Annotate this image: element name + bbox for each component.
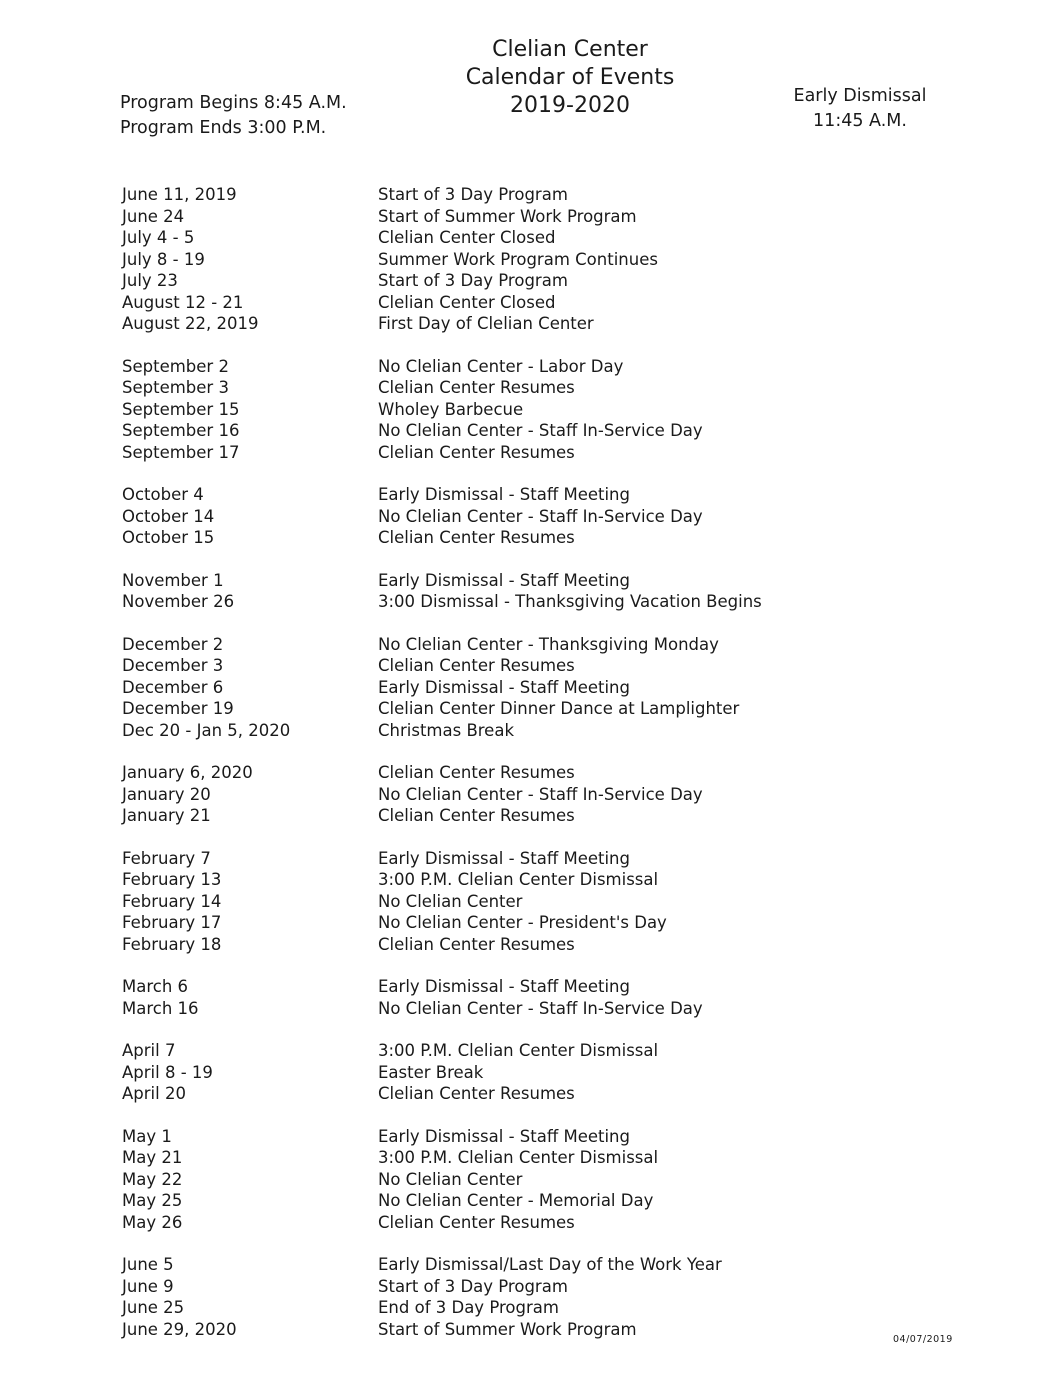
event-date: December 3 — [122, 656, 224, 675]
event-row — [122, 784, 942, 806]
event-row — [122, 356, 942, 378]
event-description: No Clelian Center - President's Day — [378, 913, 667, 932]
event-date: April 8 - 19 — [122, 1062, 213, 1082]
event-group — [122, 848, 942, 956]
event-date: June 24 — [122, 206, 185, 226]
event-group — [122, 184, 942, 335]
event-description: Christmas Break — [378, 720, 514, 740]
event-row — [122, 377, 942, 399]
early-dismissal-time: 11:45 A.M. — [813, 111, 907, 131]
event-description: End of 3 Day Program — [378, 1298, 559, 1317]
title-line-year: 2019-2020 — [510, 93, 630, 118]
event-row — [122, 442, 942, 464]
event-date: May 1 — [122, 1126, 172, 1146]
program-ends: Program Ends 3:00 P.M. — [120, 118, 327, 138]
event-date: March 6 — [122, 977, 189, 996]
event-row — [122, 1319, 942, 1341]
event-description: No Clelian Center - Staff In-Service Day — [378, 506, 703, 526]
event-group — [122, 570, 942, 613]
program-hours — [120, 91, 347, 141]
event-row — [122, 655, 942, 677]
early-dismissal-info — [775, 84, 945, 134]
event-description: No Clelian Center - Staff In-Service Day — [378, 784, 703, 804]
event-description: Early Dismissal - Staff Meeting — [378, 485, 630, 504]
event-row — [122, 420, 942, 442]
event-row — [122, 869, 942, 891]
event-date: December 2 — [122, 634, 224, 654]
event-date: September 3 — [122, 378, 229, 397]
event-date: January 20 — [122, 784, 211, 804]
event-date: January 21 — [122, 806, 211, 825]
event-description: Early Dismissal/Last Day of the Work Year — [378, 1255, 722, 1274]
event-description: Early Dismissal - Staff Meeting — [378, 677, 630, 697]
event-description: Clelian Center Resumes — [378, 656, 575, 675]
event-date: June 9 — [122, 1276, 174, 1296]
event-description: Early Dismissal - Staff Meeting — [378, 570, 630, 590]
event-date: December 19 — [122, 699, 234, 718]
event-row — [122, 698, 942, 720]
event-row — [122, 1062, 942, 1084]
event-description: Early Dismissal - Staff Meeting — [378, 977, 630, 996]
event-description: No Clelian Center — [378, 1169, 523, 1189]
event-description: Clelian Center Resumes — [378, 1212, 575, 1232]
event-group — [122, 634, 942, 742]
event-row — [122, 805, 942, 827]
event-description: Clelian Center Resumes — [378, 378, 575, 397]
event-description: 3:00 Dismissal - Thanksgiving Vacation Begins — [378, 592, 762, 611]
event-date: February 17 — [122, 913, 222, 932]
event-date: February 13 — [122, 870, 222, 889]
event-date: March 16 — [122, 998, 199, 1018]
event-row — [122, 1297, 942, 1319]
event-row — [122, 1169, 942, 1191]
event-row — [122, 1147, 942, 1169]
event-date: October 14 — [122, 506, 215, 526]
event-row — [122, 591, 942, 613]
event-date: July 4 - 5 — [122, 228, 195, 247]
event-description: 3:00 P.M. Clelian Center Dismissal — [378, 1148, 659, 1167]
event-description: Clelian Center Resumes — [378, 806, 575, 825]
event-description: No Clelian Center - Memorial Day — [378, 1191, 654, 1210]
event-date: September 2 — [122, 356, 229, 376]
event-row — [122, 1126, 942, 1148]
event-row — [122, 934, 942, 956]
event-date: July 23 — [122, 271, 178, 290]
event-row — [122, 634, 942, 656]
event-description: Clelian Center Dinner Dance at Lamplighter — [378, 699, 740, 718]
event-group — [122, 976, 942, 1019]
event-row — [122, 227, 942, 249]
event-date: September 16 — [122, 421, 240, 440]
event-description: No Clelian Center - Labor Day — [378, 356, 624, 376]
event-description: Wholey Barbecue — [378, 399, 524, 419]
event-description: Clelian Center Resumes — [378, 442, 575, 462]
event-description: Start of Summer Work Program — [378, 206, 637, 226]
event-row — [122, 1276, 942, 1298]
event-description: No Clelian Center - Thanksgiving Monday — [378, 634, 719, 654]
event-description: Early Dismissal - Staff Meeting — [378, 1126, 630, 1146]
event-date: September 17 — [122, 442, 240, 462]
event-row — [122, 184, 942, 206]
event-description: Clelian Center Closed — [378, 228, 556, 247]
event-row — [122, 313, 942, 335]
event-date: October 4 — [122, 485, 204, 504]
event-description: First Day of Clelian Center — [378, 314, 594, 333]
event-group — [122, 356, 942, 464]
event-description: Clelian Center Resumes — [378, 528, 575, 547]
event-row — [122, 570, 942, 592]
event-row — [122, 720, 942, 742]
event-description: 3:00 P.M. Clelian Center Dismissal — [378, 870, 659, 889]
event-row — [122, 912, 942, 934]
event-date: June 5 — [122, 1255, 174, 1274]
event-date: January 6, 2020 — [122, 763, 253, 782]
event-date: February 18 — [122, 934, 222, 954]
event-row — [122, 891, 942, 913]
event-date: May 22 — [122, 1169, 183, 1189]
event-row — [122, 292, 942, 314]
event-row — [122, 399, 942, 421]
title-line-calendar: Calendar of Events — [465, 65, 675, 90]
event-description: Summer Work Program Continues — [378, 249, 658, 269]
event-date: Dec 20 - Jan 5, 2020 — [122, 720, 291, 740]
event-date: May 25 — [122, 1191, 183, 1210]
document-date: 04/07/2019 — [893, 1334, 953, 1345]
event-date: November 1 — [122, 570, 224, 590]
event-description: No Clelian Center - Staff In-Service Day — [378, 998, 703, 1018]
event-date: April 7 — [122, 1041, 176, 1060]
event-date: April 20 — [122, 1084, 186, 1103]
early-dismissal-label: Early Dismissal — [793, 86, 927, 106]
event-row — [122, 249, 942, 271]
event-description: Clelian Center Resumes — [378, 763, 575, 782]
program-begins: Program Begins 8:45 A.M. — [120, 93, 347, 113]
event-description: Early Dismissal - Staff Meeting — [378, 848, 630, 868]
event-group — [122, 1254, 942, 1340]
event-row — [122, 506, 942, 528]
event-description: Start of Summer Work Program — [378, 1319, 637, 1339]
event-description: No Clelian Center — [378, 891, 523, 911]
event-row — [122, 1190, 942, 1212]
event-row — [122, 206, 942, 228]
event-date: November 26 — [122, 592, 235, 611]
event-group — [122, 1126, 942, 1234]
event-date: October 15 — [122, 528, 215, 547]
event-date: December 6 — [122, 677, 224, 697]
event-date: September 15 — [122, 399, 240, 419]
event-date: June 29, 2020 — [122, 1319, 237, 1339]
event-description: 3:00 P.M. Clelian Center Dismissal — [378, 1041, 659, 1060]
event-row — [122, 1040, 942, 1062]
events-calendar — [122, 184, 942, 1361]
event-date: July 8 - 19 — [122, 249, 205, 269]
event-date: February 7 — [122, 848, 211, 868]
event-description: Clelian Center Resumes — [378, 1084, 575, 1103]
event-date: February 14 — [122, 891, 222, 911]
event-row — [122, 1083, 942, 1105]
event-description: Start of 3 Day Program — [378, 271, 568, 290]
event-row — [122, 1254, 942, 1276]
event-group — [122, 762, 942, 827]
event-row — [122, 270, 942, 292]
event-date: May 26 — [122, 1212, 183, 1232]
document-title — [420, 36, 720, 120]
event-date: August 12 - 21 — [122, 292, 244, 312]
event-row — [122, 998, 942, 1020]
event-date: May 21 — [122, 1148, 183, 1167]
event-group — [122, 484, 942, 549]
event-group — [122, 1040, 942, 1105]
event-row — [122, 848, 942, 870]
event-description: Clelian Center Resumes — [378, 934, 575, 954]
event-row — [122, 1212, 942, 1234]
event-date: August 22, 2019 — [122, 314, 259, 333]
event-description: No Clelian Center - Staff In-Service Day — [378, 421, 703, 440]
event-date: June 11, 2019 — [122, 185, 237, 204]
event-row — [122, 762, 942, 784]
event-row — [122, 527, 942, 549]
event-description: Start of 3 Day Program — [378, 1276, 568, 1296]
event-row — [122, 484, 942, 506]
title-line-center-name: Clelian Center — [492, 37, 648, 62]
event-row — [122, 976, 942, 998]
event-row — [122, 677, 942, 699]
event-description: Clelian Center Closed — [378, 292, 556, 312]
event-description: Start of 3 Day Program — [378, 185, 568, 204]
event-date: June 25 — [122, 1298, 185, 1317]
event-description: Easter Break — [378, 1062, 484, 1082]
